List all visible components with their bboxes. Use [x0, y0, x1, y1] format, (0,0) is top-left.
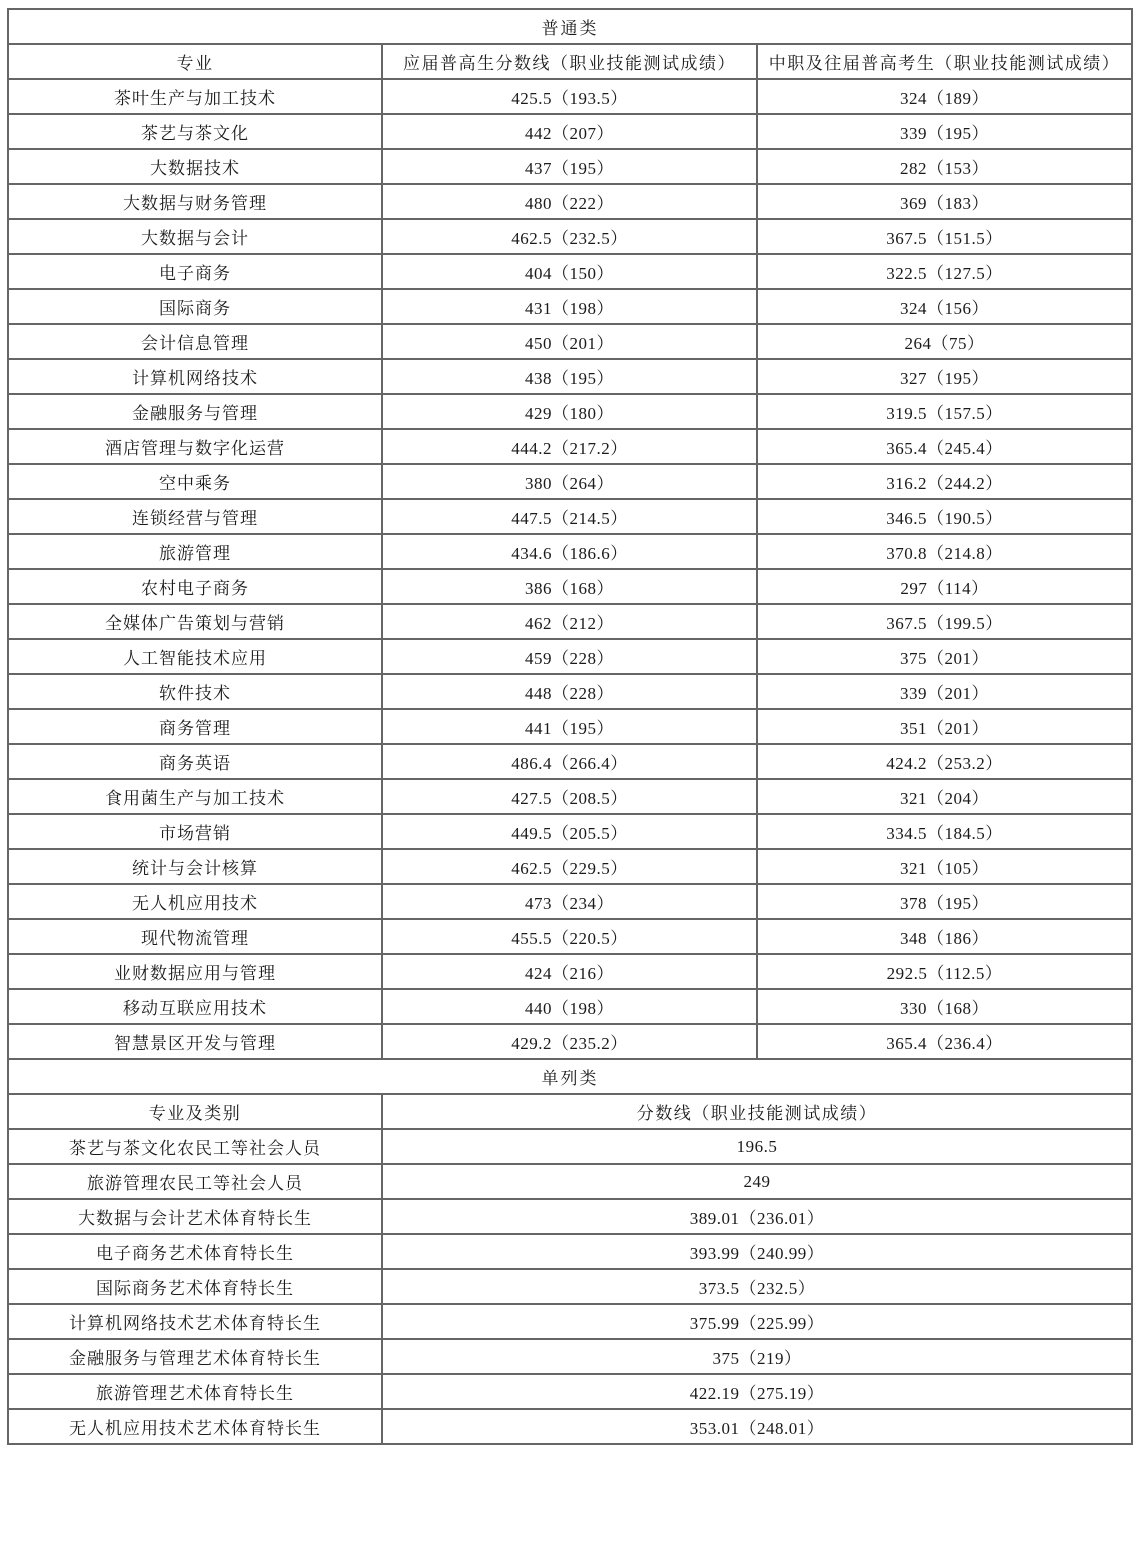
major-cell: 无人机应用技术艺术体育特长生 — [8, 1409, 382, 1444]
table-row — [8, 359, 1132, 394]
major-cell: 酒店管理与数字化运营 — [8, 429, 382, 464]
major-cell: 金融服务与管理 — [8, 394, 382, 429]
table-row — [8, 569, 1132, 604]
section2-rows — [8, 1129, 1132, 1444]
major-cell: 旅游管理艺术体育特长生 — [8, 1374, 382, 1409]
score-cell: 369（183） — [757, 184, 1132, 219]
table-row — [8, 464, 1132, 499]
table-row — [8, 1339, 1132, 1374]
major-cell: 统计与会计核算 — [8, 849, 382, 884]
table-row — [8, 779, 1132, 814]
score-cell: 324（156） — [757, 289, 1132, 324]
major-cell: 人工智能技术应用 — [8, 639, 382, 674]
table-row — [8, 289, 1132, 324]
table-row — [8, 149, 1132, 184]
score-cell: 375（201） — [757, 639, 1132, 674]
score-cell: 393.99（240.99） — [382, 1234, 1132, 1269]
score-cell: 330（168） — [757, 989, 1132, 1024]
score-cell: 316.2（244.2） — [757, 464, 1132, 499]
major-cell: 国际商务 — [8, 289, 382, 324]
score-cell: 351（201） — [757, 709, 1132, 744]
table-row — [8, 1129, 1132, 1164]
score-cell: 321（105） — [757, 849, 1132, 884]
score-cell: 424.2（253.2） — [757, 744, 1132, 779]
major-cell: 旅游管理 — [8, 534, 382, 569]
score-cell: 424（216） — [382, 954, 757, 989]
score-cell: 429（180） — [382, 394, 757, 429]
score-cell: 459（228） — [382, 639, 757, 674]
score-cell: 380（264） — [382, 464, 757, 499]
score-cell: 365.4（245.4） — [757, 429, 1132, 464]
score-cell: 440（198） — [382, 989, 757, 1024]
score-cell: 462（212） — [382, 604, 757, 639]
major-cell: 移动互联应用技术 — [8, 989, 382, 1024]
score-cell: 389.01（236.01） — [382, 1199, 1132, 1234]
major-cell: 国际商务艺术体育特长生 — [8, 1269, 382, 1304]
table-row — [8, 499, 1132, 534]
table-row — [8, 639, 1132, 674]
major-cell: 电子商务 — [8, 254, 382, 289]
score-cell: 450（201） — [382, 324, 757, 359]
score-cell: 486.4（266.4） — [382, 744, 757, 779]
column-header-scoreline: 分数线（职业技能测试成绩） — [382, 1094, 1132, 1129]
score-cell: 367.5（199.5） — [757, 604, 1132, 639]
score-cell: 441（195） — [382, 709, 757, 744]
score-cell: 386（168） — [382, 569, 757, 604]
score-cell: 448（228） — [382, 674, 757, 709]
score-cell: 367.5（151.5） — [757, 219, 1132, 254]
score-cell: 473（234） — [382, 884, 757, 919]
score-cell: 297（114） — [757, 569, 1132, 604]
section2-title: 单列类 — [8, 1059, 1132, 1094]
score-cell: 375（219） — [382, 1339, 1132, 1374]
table-row — [8, 1234, 1132, 1269]
table-row — [8, 1374, 1132, 1409]
major-cell: 茶艺与茶文化农民工等社会人员 — [8, 1129, 382, 1164]
table-row — [8, 324, 1132, 359]
table-row — [8, 954, 1132, 989]
table-row — [8, 604, 1132, 639]
score-cell: 438（195） — [382, 359, 757, 394]
table-row — [8, 814, 1132, 849]
score-cell: 196.5 — [382, 1129, 1132, 1164]
table-row — [8, 1269, 1132, 1304]
major-cell: 智慧景区开发与管理 — [8, 1024, 382, 1059]
admission-score-table — [7, 8, 1133, 1445]
major-cell: 商务管理 — [8, 709, 382, 744]
major-cell: 商务英语 — [8, 744, 382, 779]
major-cell: 计算机网络技术 — [8, 359, 382, 394]
major-cell: 旅游管理农民工等社会人员 — [8, 1164, 382, 1199]
table-row — [8, 429, 1132, 464]
table-row — [8, 114, 1132, 149]
major-cell: 大数据技术 — [8, 149, 382, 184]
major-cell: 无人机应用技术 — [8, 884, 382, 919]
table-row — [8, 184, 1132, 219]
score-cell: 447.5（214.5） — [382, 499, 757, 534]
major-cell: 茶叶生产与加工技术 — [8, 79, 382, 114]
score-cell: 339（195） — [757, 114, 1132, 149]
score-cell: 378（195） — [757, 884, 1132, 919]
score-cell: 442（207） — [382, 114, 757, 149]
section2-header-row — [8, 1094, 1132, 1129]
table-row — [8, 674, 1132, 709]
major-cell: 计算机网络技术艺术体育特长生 — [8, 1304, 382, 1339]
major-cell: 全媒体广告策划与营销 — [8, 604, 382, 639]
score-cell: 264（75） — [757, 324, 1132, 359]
section1-title: 普通类 — [8, 9, 1132, 44]
table-row — [8, 1024, 1132, 1059]
score-cell: 444.2（217.2） — [382, 429, 757, 464]
major-cell: 业财数据应用与管理 — [8, 954, 382, 989]
major-cell: 大数据与财务管理 — [8, 184, 382, 219]
table-row — [8, 884, 1132, 919]
score-cell: 373.5（232.5） — [382, 1269, 1132, 1304]
section1-head — [8, 9, 1132, 79]
table-row — [8, 1199, 1132, 1234]
score-cell: 404（150） — [382, 254, 757, 289]
score-cell: 425.5（193.5） — [382, 79, 757, 114]
score-cell: 455.5（220.5） — [382, 919, 757, 954]
score-cell: 321（204） — [757, 779, 1132, 814]
score-cell: 365.4（236.4） — [757, 1024, 1132, 1059]
section2-head — [8, 1059, 1132, 1129]
score-cell: 427.5（208.5） — [382, 779, 757, 814]
section1-header-row — [8, 44, 1132, 79]
major-cell: 电子商务艺术体育特长生 — [8, 1234, 382, 1269]
section1-title-row — [8, 9, 1132, 44]
score-cell: 249 — [382, 1164, 1132, 1199]
score-cell: 449.5（205.5） — [382, 814, 757, 849]
column-header-major-and-category: 专业及类别 — [8, 1094, 382, 1129]
major-cell: 会计信息管理 — [8, 324, 382, 359]
table-row — [8, 1164, 1132, 1199]
major-cell: 大数据与会计 — [8, 219, 382, 254]
table-row — [8, 254, 1132, 289]
score-cell: 324（189） — [757, 79, 1132, 114]
score-cell: 375.99（225.99） — [382, 1304, 1132, 1339]
score-cell: 480（222） — [382, 184, 757, 219]
score-cell: 327（195） — [757, 359, 1132, 394]
score-cell: 429.2（235.2） — [382, 1024, 757, 1059]
table-row — [8, 79, 1132, 114]
score-cell: 334.5（184.5） — [757, 814, 1132, 849]
score-cell: 322.5（127.5） — [757, 254, 1132, 289]
table-row — [8, 919, 1132, 954]
major-cell: 茶艺与茶文化 — [8, 114, 382, 149]
column-header-vocational-former-scoreline: 中职及往届普高考生（职业技能测试成绩） — [757, 44, 1132, 79]
score-cell: 437（195） — [382, 149, 757, 184]
major-cell: 食用菌生产与加工技术 — [8, 779, 382, 814]
column-header-major: 专业 — [8, 44, 382, 79]
score-cell: 319.5（157.5） — [757, 394, 1132, 429]
major-cell: 连锁经营与管理 — [8, 499, 382, 534]
major-cell: 软件技术 — [8, 674, 382, 709]
score-cell: 348（186） — [757, 919, 1132, 954]
score-cell: 370.8（214.8） — [757, 534, 1132, 569]
score-cell: 292.5（112.5） — [757, 954, 1132, 989]
table-row — [8, 534, 1132, 569]
section1-rows — [8, 79, 1132, 1059]
table-row — [8, 849, 1132, 884]
section2-title-row — [8, 1059, 1132, 1094]
major-cell: 大数据与会计艺术体育特长生 — [8, 1199, 382, 1234]
score-cell: 431（198） — [382, 289, 757, 324]
major-cell: 市场营销 — [8, 814, 382, 849]
major-cell: 农村电子商务 — [8, 569, 382, 604]
table-row — [8, 1304, 1132, 1339]
table-row — [8, 989, 1132, 1024]
score-cell: 422.19（275.19） — [382, 1374, 1132, 1409]
column-header-fresh-graduate-scoreline: 应届普高生分数线（职业技能测试成绩） — [382, 44, 757, 79]
major-cell: 金融服务与管理艺术体育特长生 — [8, 1339, 382, 1374]
score-cell: 282（153） — [757, 149, 1132, 184]
major-cell: 现代物流管理 — [8, 919, 382, 954]
table-row — [8, 709, 1132, 744]
table-row — [8, 394, 1132, 429]
table-row — [8, 219, 1132, 254]
score-cell: 346.5（190.5） — [757, 499, 1132, 534]
score-cell: 339（201） — [757, 674, 1132, 709]
score-cell: 353.01（248.01） — [382, 1409, 1132, 1444]
table-row — [8, 1409, 1132, 1444]
major-cell: 空中乘务 — [8, 464, 382, 499]
score-cell: 462.5（232.5） — [382, 219, 757, 254]
score-cell: 462.5（229.5） — [382, 849, 757, 884]
score-cell: 434.6（186.6） — [382, 534, 757, 569]
table-row — [8, 744, 1132, 779]
